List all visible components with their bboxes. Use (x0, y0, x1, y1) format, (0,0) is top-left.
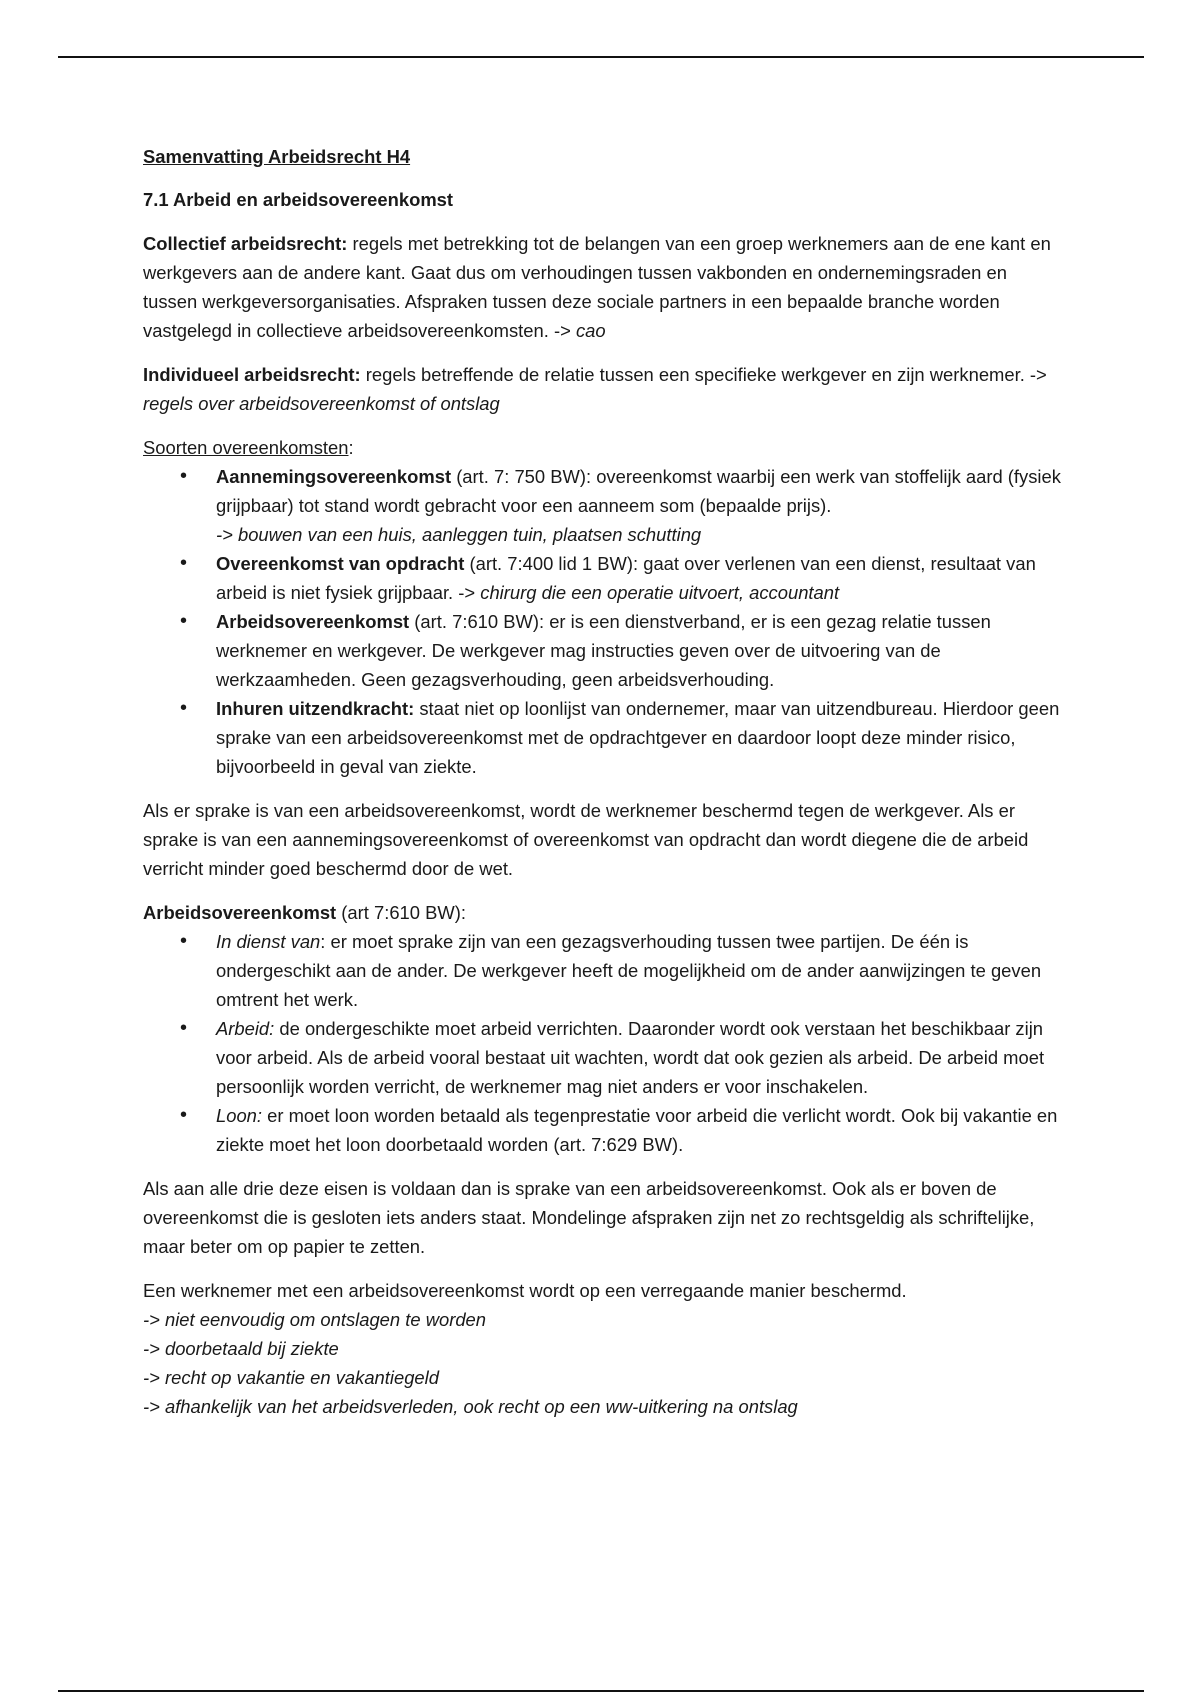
collectief-term: Collectief arbeidsrecht: (143, 233, 348, 254)
ao-item-text: de ondergeschikte moet arbeid verrichten. Daaronder wordt ook verstaan het beschikbaar zijn voor arbeid. Als de arbeid vooral bestaat uit wachten, wordt dat ook gezien als arbeid. De arbeid moet persoonlijk worden verricht, de werknemer mag niet anders er voor inschakelen. (216, 1018, 1045, 1097)
werknemer-point: -> doorbetaald bij ziekte (143, 1338, 339, 1359)
bescherming-paragraph: Als er sprake is van een arbeidsovereenkomst, wordt de werknemer beschermd tegen de werkgever. Als er sprake is van een aannemingsovereenkomst of overeenkomst van opdracht dan wordt diegene die de arbeid verricht minder goed beschermd door de wet. (143, 800, 1029, 879)
soorten-item-text: (art. 7:400 lid 1 BW): gaat over verlenen van een dienst, resultaat van arbeid is niet fysiek grijpbaar. -> (216, 553, 1036, 603)
werknemer-paragraph (143, 1276, 1063, 1421)
soorten-item-text: staat niet op loonlijst van ondernemer, maar van uitzendbureau. Hierdoor geen sprake van een arbeidsovereenkomst met de opdrachtgever en daardoor loopt deze minder risico, bijvoorbeeld in geval van ziekte. (216, 698, 1060, 777)
header-rule (58, 56, 1144, 58)
list-item (143, 1101, 1063, 1159)
individueel-paragraph (143, 360, 1063, 418)
eisen-paragraph: Als aan alle drie deze eisen is voldaan dan is sprake van een arbeidsovereenkomst. Ook als er boven de overeenkomst die is gesloten iets anders staat. Mondelinge afspraken zijn net zo rechtsgeldig als schriftelijke, maar beter om op papier te zetten. (143, 1178, 1035, 1257)
list-item (143, 694, 1063, 781)
ao-ref: (art 7:610 BW): (336, 902, 466, 923)
ao-term: Arbeidsovereenkomst (143, 902, 337, 923)
footer-rule (58, 1690, 1144, 1692)
ao-item-term: Arbeid: (216, 1018, 275, 1039)
collectief-example: cao (575, 320, 606, 341)
soorten-item-term: Inhuren uitzendkracht: (216, 698, 415, 719)
individueel-example: regels over arbeidsovereenkomst of ontslag (143, 393, 500, 414)
soorten-label-colon: : (348, 437, 354, 458)
collectief-text: regels met betrekking tot de belangen van een groep werknemers aan de ene kant en werkgevers aan de andere kant. Gaat dus om verhoudingen tussen vakbonden en ondernemingsraden en tussen werkgeversorganisaties. Afspraken tussen deze sociale partners in een bepaalde branche worden vastgelegd in collectieve arbeidsovereenkomsten. -> (143, 233, 1051, 341)
ao-item-term: In dienst van (216, 931, 321, 952)
soorten-list (143, 462, 1063, 781)
ao-heading (143, 898, 1063, 927)
soorten-label (143, 433, 1063, 462)
soorten-item-example: -> bouwen van een huis, aanleggen tuin, plaatsen schutting (216, 524, 702, 545)
list-item (143, 462, 1063, 549)
individueel-text: regels betreffende de relatie tussen een specifieke werkgever en zijn werknemer. -> (360, 364, 1047, 385)
soorten-item-term: Overeenkomst van opdracht (216, 553, 465, 574)
soorten-item-text: (art. 7: 750 BW): overeenkomst waarbij een werk van stoffelijk aard (fysiek grijpbaar) tot stand wordt gebracht voor een aanneem som (bepaalde prijs). (216, 466, 1061, 516)
soorten-label-text: Soorten overeenkomsten (143, 437, 349, 458)
ao-item-text: : er moet sprake zijn van een gezagsverhouding tussen twee partijen. De één is ondergeschikt aan de ander. De werkgever heeft de mogelijkheid om de ander aanwijzingen te geven omtrent het werk. (216, 931, 1042, 1010)
soorten-item-example: chirurg die een operatie uitvoert, accountant (480, 582, 840, 603)
list-item (143, 1014, 1063, 1101)
individueel-term: Individueel arbeidsrecht: (143, 364, 361, 385)
ao-item-text: er moet loon worden betaald als tegenprestatie voor arbeid die verlicht wordt. Ook bij vakantie en ziekte moet het loon doorbetaald worden (art. 7:629 BW). (216, 1105, 1058, 1155)
soorten-item-text: (art. 7:610 BW): er is een dienstverband, er is een gezag relatie tussen werknemer en werkgever. De werkgever mag instructies geven over de uitvoering van de werkzaamheden. Geen gezagsverhouding, geen arbeidsverhouding. (216, 611, 991, 690)
document-page (143, 142, 1063, 1436)
ao-list (143, 927, 1063, 1159)
list-item (143, 549, 1063, 607)
werknemer-point: -> niet eenvoudig om ontslagen te worden (143, 1309, 487, 1330)
werknemer-point: -> afhankelijk van het arbeidsverleden, ook recht op een ww-uitkering na ontslag (143, 1396, 798, 1417)
soorten-item-term: Aannemingsovereenkomst (216, 466, 452, 487)
werknemer-intro: Een werknemer met een arbeidsovereenkomst wordt op een verregaande manier beschermd. (143, 1280, 907, 1301)
list-item (143, 927, 1063, 1014)
section-heading: 7.1 Arbeid en arbeidsovereenkomst (143, 189, 454, 210)
werknemer-point: -> recht op vakantie en vakantiegeld (143, 1367, 439, 1388)
soorten-item-term: Arbeidsovereenkomst (216, 611, 410, 632)
document-title: Samenvatting Arbeidsrecht H4 (143, 146, 411, 167)
collectief-paragraph (143, 229, 1063, 345)
list-item (143, 607, 1063, 694)
ao-item-term: Loon: (216, 1105, 263, 1126)
